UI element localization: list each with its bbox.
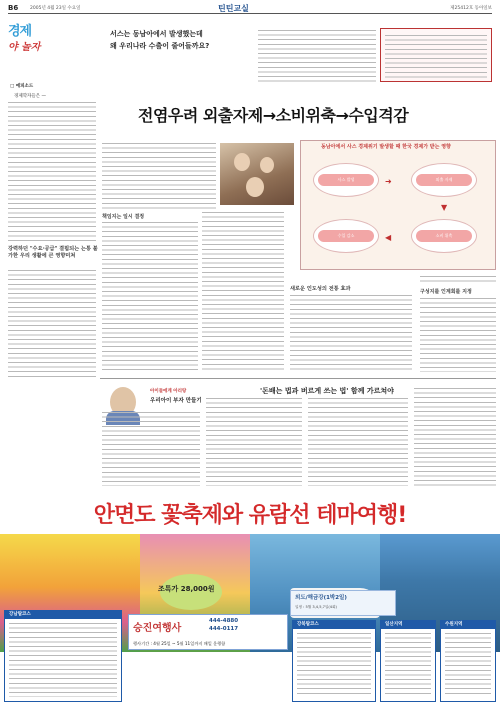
section-title: 틴틴교실 <box>218 4 249 13</box>
intro-text <box>258 30 376 84</box>
arrow-down-icon: ▼ <box>441 203 448 212</box>
economy-logo <box>6 16 68 56</box>
logo-sub: 야 놀자 <box>8 42 41 53</box>
main-headline: 전염우려 외출자제→소비위축→수입격감 <box>138 106 409 125</box>
subhead-2: 새로운 인도성의 전통 효과 <box>290 286 351 292</box>
arrow-left-icon: ◀ <box>385 233 392 242</box>
tour-title: 외도/해금강(1박2일) <box>295 595 347 601</box>
price-label: 조특가 28,000원 <box>158 585 215 593</box>
tour-box <box>290 590 396 616</box>
column-text-1 <box>102 412 200 486</box>
page-number: B6 <box>8 4 19 12</box>
body-text-3 <box>202 212 284 372</box>
dest-box-suwon: 수원지역 <box>440 620 496 702</box>
dest-box-gangbuk: 강북탑코스 <box>292 620 376 702</box>
arrow-right-icon: ➜ <box>385 177 392 186</box>
diagram-title: 동남아에서 사스 경제위기 발생할 때 한국 경제가 받는 영향 <box>321 144 451 150</box>
column-title: 아이들에게 아리랑 <box>150 389 187 394</box>
step-3: 소비 위축 <box>416 230 472 242</box>
step-4: 수입 감소 <box>318 230 374 242</box>
step-1: 사스 발생 <box>318 174 374 186</box>
dest-box-gangnam: 강남탑코스 <box>4 610 122 702</box>
middle-subhead: 책임지는 일시 결정 <box>102 214 145 220</box>
column-text-2 <box>206 398 302 486</box>
question-line-2: 왜 우리나라 수출이 줄어들까요? <box>110 42 210 50</box>
intro-box <box>380 28 492 82</box>
dest-box-ilsan: 일산지역 <box>380 620 436 702</box>
body-text-2 <box>102 222 198 372</box>
right-subhead: 구성지를 인계회를 지정 <box>420 289 472 295</box>
body-text-5 <box>420 298 496 372</box>
question-line-1: 서스는 동남아에서 발생했는데 <box>110 30 203 38</box>
column-subtitle: 우리아이 부자 만들기 <box>150 398 202 404</box>
logo-main: 경제 <box>8 24 32 39</box>
step-2: 외출 자제 <box>416 174 472 186</box>
column-text-3 <box>308 398 408 486</box>
side-subhead: 강력하던 "수요·공급" 결핍되는 는통 불가한 우리 생활에 큰 영향미쳐 <box>8 246 98 259</box>
body-text-1 <box>102 143 216 209</box>
tour-subtitle: 일정 : 5월 3,4,5,7일(4회) <box>295 605 337 609</box>
agency-name: 승진여행사 <box>133 623 182 634</box>
column-text-4 <box>414 388 496 486</box>
left-column-text <box>8 102 96 242</box>
masked-people-photo <box>220 143 294 205</box>
byline-name: 경제학자들은 — <box>14 94 47 99</box>
episode-label: □ 에피소드 <box>10 84 34 89</box>
agency-phones: 444-4880 444-0117 <box>209 618 239 632</box>
agency-note: 행사기간 : 4월 25일 ~ 5월 11일까지 매일 운행함 <box>133 641 226 646</box>
left-column-text-2 <box>8 270 96 378</box>
column-headline: '돈배는 법과 버르게 쓰는 법' 함께 가르쳐야 <box>260 387 394 395</box>
top-question <box>106 27 252 55</box>
paper-name: 제25412호 동아일보 <box>450 6 492 11</box>
body-text-4 <box>290 295 412 373</box>
impact-diagram <box>300 140 496 270</box>
section-divider <box>100 378 496 379</box>
ad-title: 안면도 꽃축제와 유람선 테마여행! <box>93 503 407 528</box>
dateline: 2005년 4월 23일 수요일 <box>30 6 81 11</box>
agency-box <box>128 614 288 650</box>
masthead <box>8 4 492 14</box>
